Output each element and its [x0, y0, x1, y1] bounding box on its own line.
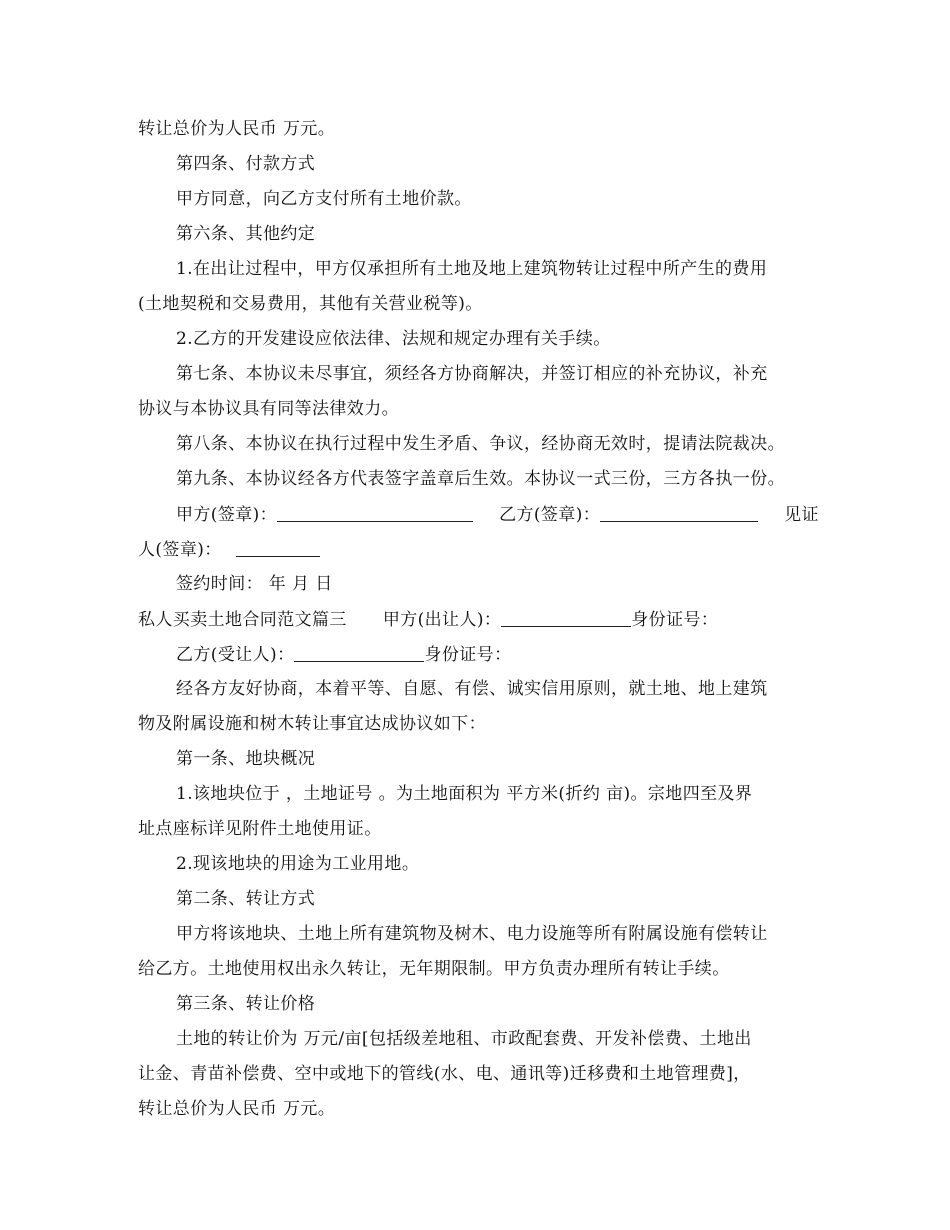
article-heading: 第七条、本协议未尽事宜，须经各方协商解决，并签订相应的补充协议，补充 — [176, 364, 768, 384]
article-heading: 第三条、转让价格 — [176, 994, 316, 1014]
text-line: 协议与本协议具有同等法律效力。 — [138, 399, 399, 419]
text-line: 1.在出让过程中，甲方仅承担所有土地及地上建筑物转让过程中所产生的费用 — [176, 259, 768, 279]
text-line: 址点座标详见附件土地使用证。 — [138, 819, 382, 839]
text-line: 让金、青苗补偿费、空中或地下的管线(水、电、通讯等)迁移费和土地管理费]， — [138, 1064, 751, 1084]
article-heading: 第九条、本协议经各方代表签字盖章后生效。本协议一式三份，三方各执一份。 — [176, 469, 785, 489]
party-a-signature-label: 甲方(签章)： — [176, 505, 278, 525]
text-line: 土地的转让价为 万元/亩[包括级差地租、市政配套费、开发补偿费、土地出 — [176, 1029, 752, 1049]
party-a-line — [0, 608, 950, 632]
signature-line — [0, 538, 950, 562]
sign-date: 签约时间： 年 月 日 — [176, 574, 333, 594]
text-line: (土地契税和交易费用，其他有关营业税等)。 — [138, 294, 483, 314]
article-heading: 第一条、地块概况 — [176, 749, 316, 769]
party-b-line — [0, 643, 950, 667]
section-title: 私人买卖土地合同范文篇三 — [138, 610, 347, 630]
party-a-name-blank — [501, 608, 631, 627]
party-b-name-blank — [294, 643, 424, 662]
party-a-id-label: 身份证号： — [631, 610, 719, 630]
text-line: 2.现该地块的用途为工业用地。 — [176, 854, 420, 874]
text-line: 甲方同意，向乙方支付所有土地价款。 — [176, 189, 472, 209]
witness-label-start: 见证 — [784, 505, 819, 525]
signature-line — [0, 503, 950, 527]
party-b-signature-blank — [600, 503, 758, 522]
text-line: 物及附属设施和树木转让事宜达成协议如下： — [138, 714, 486, 734]
text-line: 转让总价为人民币 万元。 — [138, 119, 336, 139]
text-line: 经各方友好协商，本着平等、自愿、有偿、诚实信用原则，就土地、地上建筑 — [176, 679, 768, 699]
witness-label-end: 人(签章)： — [138, 540, 222, 560]
party-b-label: 乙方(受让人)： — [176, 645, 295, 665]
text-line: 转让总价为人民币 万元。 — [138, 1099, 336, 1119]
article-heading: 第六条、其他约定 — [176, 224, 316, 244]
text-line: 1.该地块位于 ，土地证号 。为土地面积为 平方米(折约 亩)。宗地四至及界 — [176, 784, 753, 804]
article-heading: 第二条、转让方式 — [176, 889, 316, 909]
text-line: 给乙方。土地使用权出永久转让，无年期限制。甲方负责办理所有转让手续。 — [138, 959, 730, 979]
witness-signature-blank — [236, 538, 320, 557]
party-a-label: 甲方(出让人)： — [382, 610, 502, 630]
text-line: 2.乙方的开发建设应依法律、法规和规定办理有关手续。 — [176, 329, 611, 349]
text-line: 甲方将该地块、土地上所有建筑物及树木、电力设施等所有附属设施有偿转让 — [176, 924, 768, 944]
party-b-signature-label: 乙方(签章)： — [499, 505, 601, 525]
party-b-id-label: 身份证号： — [424, 645, 512, 665]
article-heading: 第八条、本协议在执行过程中发生矛盾、争议，经协商无效时，提请法院裁决。 — [176, 434, 785, 454]
article-heading: 第四条、付款方式 — [176, 154, 316, 174]
party-a-signature-blank — [277, 503, 473, 522]
